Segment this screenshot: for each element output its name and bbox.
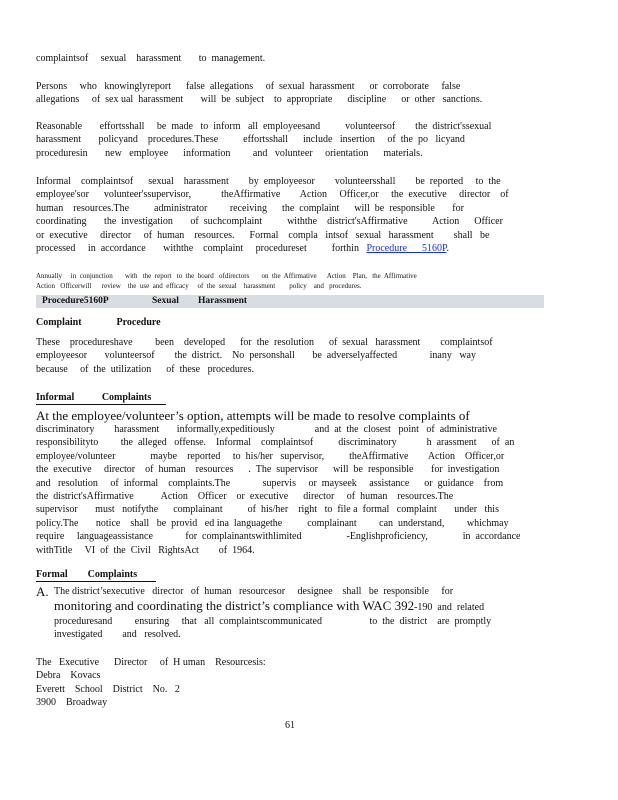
text-line <box>54 598 544 614</box>
text-fragment: The district’sexecutive director of human resourcesor designee shall be responsible for <box>54 586 454 597</box>
paragraph-management <box>36 52 544 65</box>
text-line: and resolution of informal complaints.The supervis or mayseek assistance or guidance from <box>36 477 504 489</box>
text-line: because of the utilization of these procedures. <box>36 363 254 375</box>
contact-title: The Executive Director of H uman Resourcesis: <box>36 657 266 668</box>
paragraph-annually <box>36 272 544 291</box>
procedure-number: Procedure5160P <box>42 296 109 306</box>
contact-name: Debra Kovacs <box>36 670 101 682</box>
text-line-large: At the employee/volunteer’s option, attempts will be made to resolve complaints of <box>36 408 470 423</box>
text-line: human resources.The administrator receiving the complaint will be responsible for <box>36 202 464 214</box>
formal-complaints-heading: Formal Complaints <box>36 568 156 582</box>
complaint-procedure-heading: Complaint Procedure <box>36 317 161 328</box>
text-fragment: processed in accordance withthe complaint procedureset forthin <box>36 243 367 255</box>
contact-organization: Everett School District No. 2 <box>36 683 180 695</box>
text-line: Action Officerwill review the use and efficacy of the sexual harassment policy and procedures. <box>36 281 362 290</box>
text-line: complaintsof sexual harassment to management. <box>36 53 266 64</box>
paragraph-informal-complaints-policy <box>36 175 544 255</box>
text-line: Persons who knowinglyreport false allegations of sexual harassment or corroborate false <box>36 81 461 92</box>
text-line: Reasonable effortsshall be made to inform all employeesand volunteersof the district'ssexual <box>36 121 492 132</box>
text-line: proceduresin new employee information and volunteer orientation materials. <box>36 147 423 159</box>
procedure-title-sexual: Sexual <box>152 296 179 306</box>
text-line: employeesor volunteersof the district. No personshall be adverselyaffected inany way <box>36 350 476 362</box>
text-line: require languageassistance for complainantswithlimited -Englishproficiency, in accordance <box>36 531 521 543</box>
page-number: 61 <box>285 720 295 731</box>
text-line: coordinating the investigation of suchcomplaint withthe district'sAffirmative Action Officer <box>36 216 503 228</box>
procedure-title-harassment: Harassment <box>198 296 248 306</box>
text-line: policy.The notice shall be provid ed ina languagethe complainant can understand, whichmay <box>36 517 509 529</box>
text-line: harassment policyand procedures.These effortsshall include insertion of the po licyand <box>36 134 465 146</box>
contact-block <box>36 656 544 710</box>
text-line: These procedureshave been developed for the resolution of sexual harassment complaintsof <box>36 337 493 348</box>
text-line: employee'sor volunteer'ssupervisor, theAffirmative Action Officer,or the executive director of <box>36 189 509 201</box>
contact-address: 3900 Broadway <box>36 697 108 709</box>
text-line: discriminatory harassment informally,expeditiously and at the closest point of administrative <box>36 424 497 435</box>
text-line: investigated and resolved. <box>54 629 181 641</box>
text-line: allegations of sex ual harassment will be subject to appropriate discipline or other sanctions. <box>36 94 483 106</box>
text-line: the district'sAffirmative Action Officer or executive director of human resources.The <box>36 491 454 503</box>
text-line: the executive director of human resources . The supervisor will be responsible for investigation <box>36 464 500 476</box>
procedure-5160p-link[interactable]: Procedure 5160P <box>366 243 447 255</box>
paragraph-formal-a <box>36 585 544 642</box>
procedure-title-bar <box>36 295 544 308</box>
text-line: supervisor must notifythe complainant of his/her right to file a formal complaint under this <box>36 504 499 516</box>
text-line: Informal complaintsof sexual harassment by employeesor volunteersshall be reported to the <box>36 176 501 187</box>
paragraph-procedures-developed <box>36 336 544 376</box>
text-fragment-large: monitoring and coordinating the district’s compliance with WAC 392 <box>54 598 415 614</box>
text-line: responsibilityto the alleged offense. Informal complaintsof discriminatory h arassment of an <box>36 437 515 449</box>
informal-complaints-heading: Informal Complaints <box>36 391 166 405</box>
paragraph-informal-option <box>36 408 544 557</box>
text-line: Annually in conjunction with the report to the board ofdirectors on the Affirmative Action Plan, the Affirmative <box>36 272 417 280</box>
text-line: or executive director of human resources. Formal compla intsof sexual harassment shall be <box>36 229 490 241</box>
text-line <box>36 242 544 255</box>
text-line: withTitle VI of the Civil RightsAct of 1964. <box>36 544 255 556</box>
text-fragment: -190 and related <box>414 602 485 614</box>
text-line <box>54 585 544 598</box>
text-line: proceduresand ensuring that all complaintscommunicated to the district are promptly <box>54 615 492 627</box>
list-label-a: A. <box>36 584 49 599</box>
paragraph-reasonable-efforts <box>36 120 544 160</box>
paragraph-false-allegations <box>36 80 544 107</box>
text-line: employee/volunteer maybe reported to his/her supervisor, theAffirmative Action Officer,or <box>36 450 505 462</box>
period: . <box>446 243 449 255</box>
